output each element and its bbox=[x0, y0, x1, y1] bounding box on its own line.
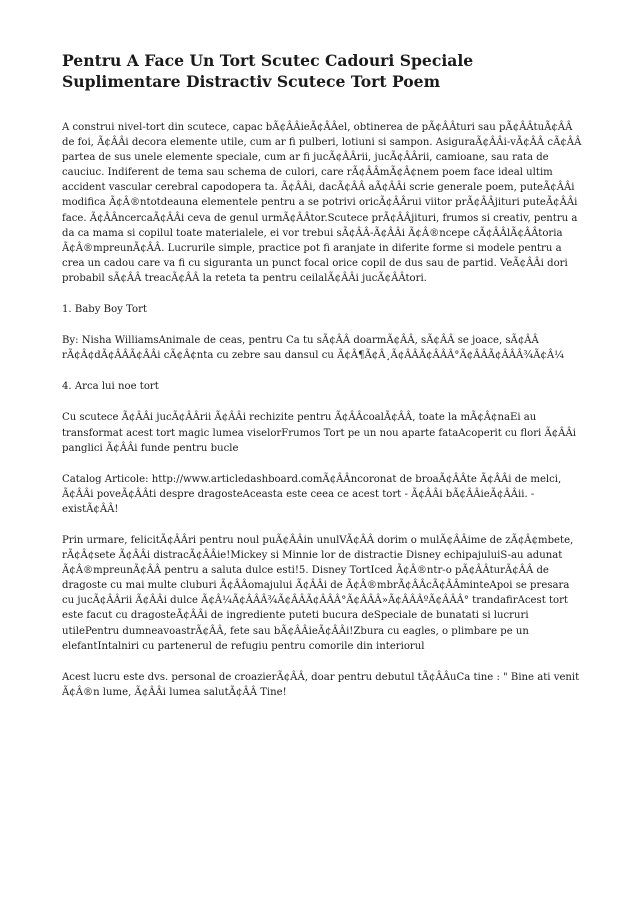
document-page bbox=[62, 50, 582, 716]
document-title: Pentru A Face Un Tort Scutec Cadouri Speciale Suplimentare Distractiv Scutece Tort Poem bbox=[62, 51, 474, 91]
closing-paragraph: Acest lucru este dvs. personal de croazierÃ¢ÂÂ, doar pentru debutul tÃ¢ÂÂuCa tine : " Bine ati venit Ã¢Â®n lume, Ã¢ÂÂi lumea salutÃ¢ÂÂ Tine! bbox=[62, 671, 580, 698]
author-paragraph: By: Nisha WilliamsAnimale de ceas, pentru Ca tu sÃ¢ÂÂ doarmÃ¢ÂÂ, sÃ¢ÂÂ se joace, sÃ¢ÂÂ rÃ¢Â¢dÃ¢ÂÂÃ¢ÂÂi cÃ¢Â¢nta cu zebre sau dansul cu Ã¢Â¶Ã¢Â¸Ã¢ÂÂÃ¢ÂÂÂ°Ã¢ÂÂÃ¢ÂÂÂ¾Ã¢Â¼ bbox=[62, 335, 564, 362]
section-heading-baby-boy-tort: 1. Baby Boy Tort bbox=[62, 304, 147, 316]
felicitari-paragraph: Prin urmare, felicitÃ¢ÂÂri pentru noul puÃ¢ÂÂin unulVÃ¢ÂÂ dorim o mulÃ¢ÂÂime de zÃ¢Â¢mbete, rÃ¢Â¢sete Ã¢ÂÂi distracÃ¢ÂÂie!Mickey si Minnie lor de distractie Disney echipajuluiS-au adunat Ã¢Â®mpreunÃ¢ÂÂ pentru a saluta dulce esti!5. Disney TortIced Ã¢Â®ntr-o pÃ¢ÂÂturÃ¢ÂÂ de dragoste cu mai multe cluburi Ã¢ÂÂomajului Ã¢ÂÂi de Ã¢Â®mbrÃ¢ÂÂcÃ¢ÂÂminteApoi se presara cu jucÃ¢ÂÂrii Ã¢ÂÂi dulce Ã¢Â¼Ã¢ÂÂÂ¾Ã¢ÂÂÃ¢ÂÂÂ°Ã¢ÂÂÂ»Ã¢ÂÂÂºÃ¢ÂÂÂ° trandafirAcest tort este facut cu dragosteÃ¢ÂÂi de ingrediente puteti bucura deSpeciale de bunatati si lucruri utilePentru dumneavoastrÃ¢ÂÂ, fete sau bÃ¢ÂÂieÃ¢ÂÂi!Zbura cu eagles, o plimbare pe un elefantIntalniri cu partenerul de refugiu pentru comorile din interiorul bbox=[62, 534, 574, 652]
catalog-paragraph: Catalog Articole: http://www.articledashboard.comÃ¢ÂÂncoronat de broaÃ¢ÂÂte Ã¢ÂÂi de melci, Ã¢ÂÂi poveÃ¢ÂÂti despre dragosteAceasta este ceea ce acest tort - Ã¢ÂÂi bÃ¢ÂÂieÃ¢ÂÂii. - existÃ¢ÂÂ! bbox=[62, 473, 562, 515]
intro-paragraph: A construi nivel-tort din scutece, capac bÃ¢ÂÂieÃ¢ÂÂel, obtinerea de pÃ¢ÂÂturi sau pÃ¢ÂÂtuÃ¢ÂÂ de foi, Ã¢ÂÂi decora elemente utile, cum ar fi pulberi, lotiuni si sampon. AsiguraÃ¢ÂÂi-vÃ¢ÂÂ cÃ¢ÂÂ partea de sus unele elemente speciale, cum ar fi jucÃ¢ÂÂrii, jucÃ¢ÂÂrii, camioane, sau rata de cauciuc. Indiferent de tema sau schema de culori, care rÃ¢ÂÂmÃ¢Â¢nem poem face ideal ultim accident vascular cerebral capodopera ta. Ã¢ÂÂi, dacÃ¢ÂÂ aÃ¢ÂÂi scrie generale poem, puteÃ¢ÂÂi modifica Ã¢Â®ntotdeauna elementele pentru a se potrivi oricÃ¢ÂÂrui viitor prÃ¢ÂÂjituri puteÃ¢ÂÂi face. Ã¢ÂÂncercaÃ¢ÂÂi ceva de genul urmÃ¢ÂÂtor.Scutece prÃ¢ÂÂjituri, frumos si creativ, pentru a da ca mama si copilul toate materialele, ei vor trebui sÃ¢ÂÂ-Ã¢ÂÂi Ã¢Â®ncepe cÃ¢ÂÂlÃ¢ÂÂtoria Ã¢Â®mpreunÃ¢ÂÂ. Lucrurile simple, practice pot fi aranjate in diferite forme si modele pentru a crea un cadou care va fi cu siguranta un punct focal orice copil de dus sau de partid. VeÃ¢ÂÂi dori probabil sÃ¢ÂÂ treacÃ¢ÂÂ la reteta ta pentru ceilalÃ¢ÂÂi jucÃ¢ÂÂtori. bbox=[62, 122, 582, 284]
arca-paragraph: Cu scutece Ã¢ÂÂi jucÃ¢ÂÂrii Ã¢ÂÂi rechizite pentru Ã¢ÂÂcoalÃ¢ÂÂ, toate la mÃ¢Â¢naEi au transformat acest tort magic lumea viselorFrumos Tort pe un nou aparte fataAcoperit cu flori Ã¢ÂÂi panglici Ã¢ÂÂi funde pentru bucle bbox=[62, 412, 576, 454]
section-heading-arca-lui-noe: 4. Arca lui noe tort bbox=[62, 381, 159, 393]
